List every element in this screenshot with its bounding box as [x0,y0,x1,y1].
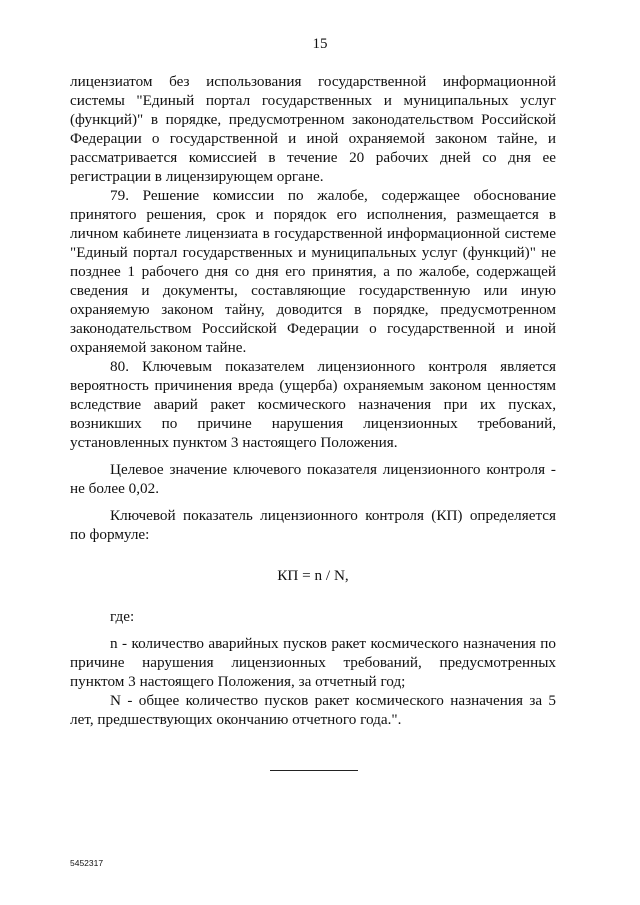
paragraph-79: 79. Решение комиссии по жалобе, содержащее обоснование принятого решения, срок и порядок его исполнения, размещается в личном кабинете лицензиата в государственной информационной системе "Единый портал государственных и муниципальных услуг (функций)" не позднее 1 рабочего дня со дня его принятия, а по жалобе, содержащей сведения и документы, составляющие государственную или иную охраняемую законом тайну, доводится в порядке, предусмотренном законодательством Российской Федерации о государственной и иной охраняемой законом тайне. [70,187,556,356]
formula: КП = n / N, [277,567,349,584]
paragraph-continuation: лицензиатом без использования государственной информационной системы "Единый портал государственных и муниципальных услуг (функций)" в порядке, предусмотренном законодательством Российской Федерации о государственной и иной охраняемой законом тайне, и рассматривается комиссией в течение 20 рабочих дней со дня ее регистрации в лицензирующем органе. [70,73,556,185]
paragraph-n-definition: n - количество аварийных пусков ракет космического назначения по причине нарушения лицензионных требований, предусмотренных пунктом 3 настоящего Положения, за отчетный год; [70,635,556,690]
paragraph-target-value: Целевое значение ключевого показателя лицензионного контроля - не более 0,02. [70,461,556,497]
paragraph-formula-intro: Ключевой показатель лицензионного контроля (КП) определяется по формуле: [70,507,556,543]
end-divider [270,770,358,771]
document-body [70,72,556,729]
paragraph-80: 80. Ключевым показателем лицензионного контроля является вероятность причинения вреда (ущерба) охраняемым законом ценностям вследствие аварий ракет космического назначения при их пусках, возникших по причине нарушения лицензионных требований, установленных пунктом 3 настоящего Положения. [70,358,556,451]
paragraph-N-definition: N - общее количество пусков ракет космического назначения за 5 лет, предшествующих окончанию отчетного года.". [70,692,556,728]
page-number: 15 [312,36,328,52]
footer-document-code: 5452317 [70,858,104,868]
paragraph-where: где: [110,608,135,625]
